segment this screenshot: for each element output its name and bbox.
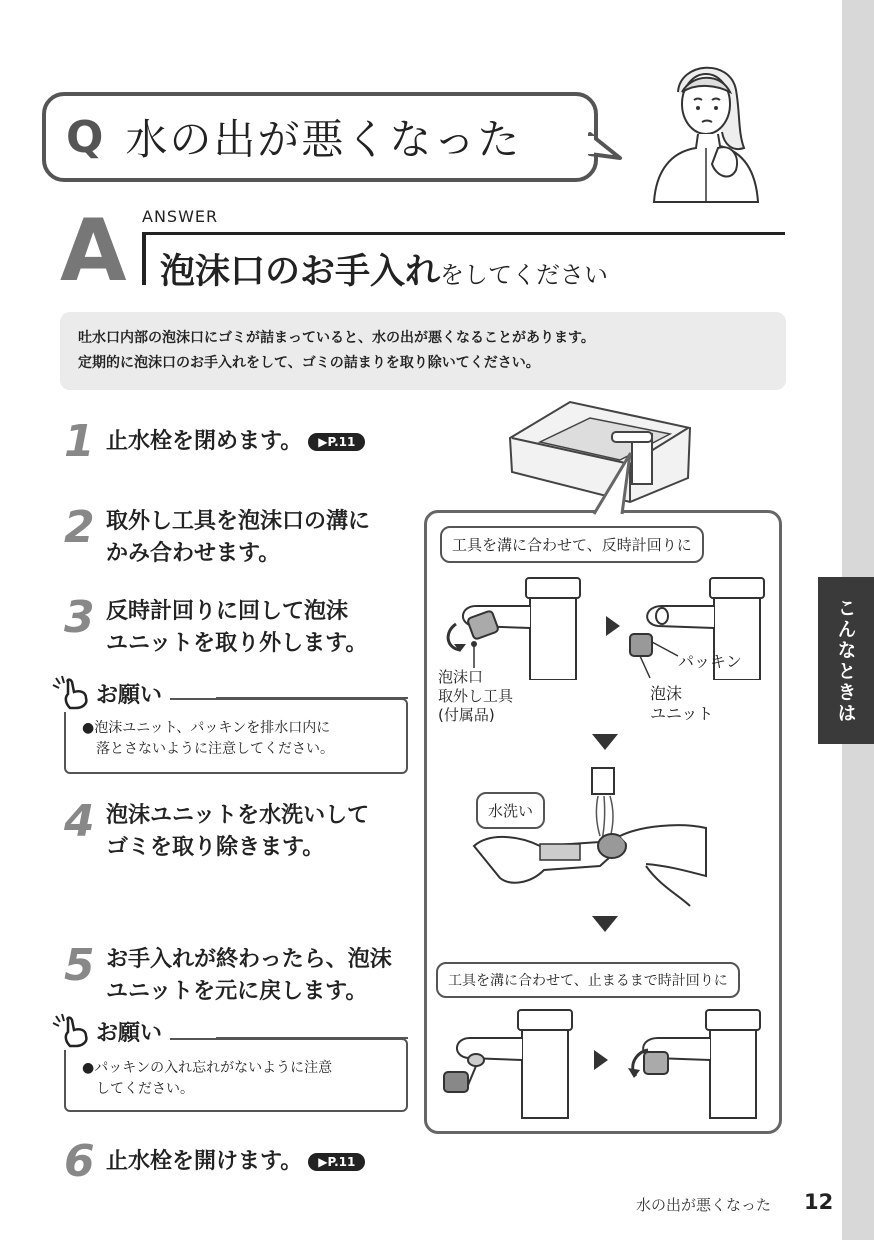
step-number: 5 bbox=[64, 940, 95, 991]
tool-label-line-3: (付属品) bbox=[438, 706, 495, 724]
step-number: 4 bbox=[64, 796, 95, 847]
step-number: 1 bbox=[64, 416, 95, 467]
step-4 bbox=[64, 796, 370, 864]
panel-pointer bbox=[592, 452, 638, 516]
question-letter: Q bbox=[66, 111, 104, 163]
worried-woman-icon bbox=[640, 52, 760, 222]
tool-label-line-2: 取外し工具 bbox=[438, 687, 514, 705]
pointing-hand-icon bbox=[52, 1012, 96, 1050]
instruction-callout-2: 水洗い bbox=[476, 792, 545, 829]
unit-label-line-1: 泡沫 bbox=[650, 684, 683, 703]
step-number: 6 bbox=[64, 1136, 95, 1187]
step-text-line-1: 取外し工具を泡沫口の溝に bbox=[106, 509, 371, 534]
step-6 bbox=[64, 1136, 365, 1187]
note-title-2 bbox=[52, 1012, 170, 1050]
packing-label: パッキン bbox=[678, 652, 742, 671]
answer-letter: A bbox=[60, 201, 127, 301]
instruction-callout-1: 工具を溝に合わせて、反時計回りに bbox=[440, 526, 704, 563]
intro-line-1: 吐水口内部の泡沫口にゴミが詰まっていると、水の出が悪くなることがあります。 bbox=[78, 330, 595, 346]
note-title-text: お願い bbox=[96, 1020, 163, 1046]
section-tab[interactable]: こんなときは bbox=[818, 577, 874, 744]
unit-label bbox=[650, 684, 713, 724]
step-text-line-1: 反時計回りに回して泡沫 bbox=[106, 599, 349, 624]
note-title-text: お願い bbox=[96, 682, 163, 708]
down-arrow-icon bbox=[590, 914, 620, 934]
step-text: 止水栓を閉めます。 bbox=[106, 429, 303, 454]
step-text-line-2: ユニットを元に戻します。 bbox=[106, 979, 368, 1004]
note-line-2: 落とさないように注意してください。 bbox=[96, 741, 334, 757]
step-5 bbox=[64, 940, 392, 1008]
washing-diagram bbox=[470, 766, 710, 912]
answer-bar bbox=[142, 235, 146, 285]
answer-title bbox=[160, 244, 608, 294]
answer-rule bbox=[142, 232, 785, 235]
speech-tail bbox=[586, 130, 626, 164]
answer-label: ANSWER bbox=[142, 207, 219, 226]
instruction-callout-3: 工具を溝に合わせて、止まるまで時計回りに bbox=[436, 962, 740, 998]
step-text-line-2: かみ合わせます。 bbox=[106, 541, 281, 566]
step-1 bbox=[64, 416, 365, 467]
intro-line-2: 定期的に泡沫口のお手入れをして、ゴミの詰まりを取り除いてください。 bbox=[78, 355, 540, 371]
page-ref-link[interactable]: ▶P.11 bbox=[308, 1153, 365, 1171]
step-text-line-1: 泡沫ユニットを水洗いして bbox=[106, 803, 370, 828]
note-line-1: ●パッキンの入れ忘れがないように注意 bbox=[82, 1060, 333, 1076]
step-text: 止水栓を開けます。 bbox=[106, 1149, 303, 1174]
step-text-line-1: お手入れが終わったら、泡沫 bbox=[106, 947, 392, 972]
page-ref-link[interactable]: ▶P.11 bbox=[308, 433, 365, 451]
note-title-rule bbox=[216, 1037, 408, 1039]
note-title-rule bbox=[216, 697, 408, 699]
reinstall-aerator-diagram bbox=[440, 1004, 770, 1120]
answer-main-text: 泡沫口のお手入れ bbox=[160, 252, 441, 292]
intro-box bbox=[60, 312, 786, 390]
answer-sub-text: をしてください bbox=[440, 261, 609, 289]
question-text: 水の出が悪くなった bbox=[125, 115, 522, 164]
step-number: 2 bbox=[64, 502, 95, 553]
tool-label-line-1: 泡沫口 bbox=[438, 668, 484, 686]
step-3 bbox=[64, 592, 368, 660]
footer-title: 水の出が悪くなった bbox=[636, 1196, 772, 1214]
page-number: 12 bbox=[804, 1190, 834, 1214]
note-title-1 bbox=[52, 674, 170, 712]
unit-label-line-2: ユニット bbox=[650, 704, 714, 723]
step-text-line-2: ゴミを取り除きます。 bbox=[106, 835, 325, 860]
note-line-2: してください。 bbox=[96, 1081, 194, 1097]
step-number: 3 bbox=[64, 592, 95, 643]
note-line-1: ●泡沫ユニット、パッキンを排水口内に bbox=[82, 720, 331, 736]
pointing-hand-icon bbox=[52, 674, 96, 712]
step-2 bbox=[64, 502, 371, 570]
step-text-line-2: ユニットを取り外します。 bbox=[106, 631, 368, 656]
question-box bbox=[42, 92, 598, 182]
down-arrow-icon bbox=[590, 732, 620, 752]
tool-label bbox=[438, 668, 513, 725]
